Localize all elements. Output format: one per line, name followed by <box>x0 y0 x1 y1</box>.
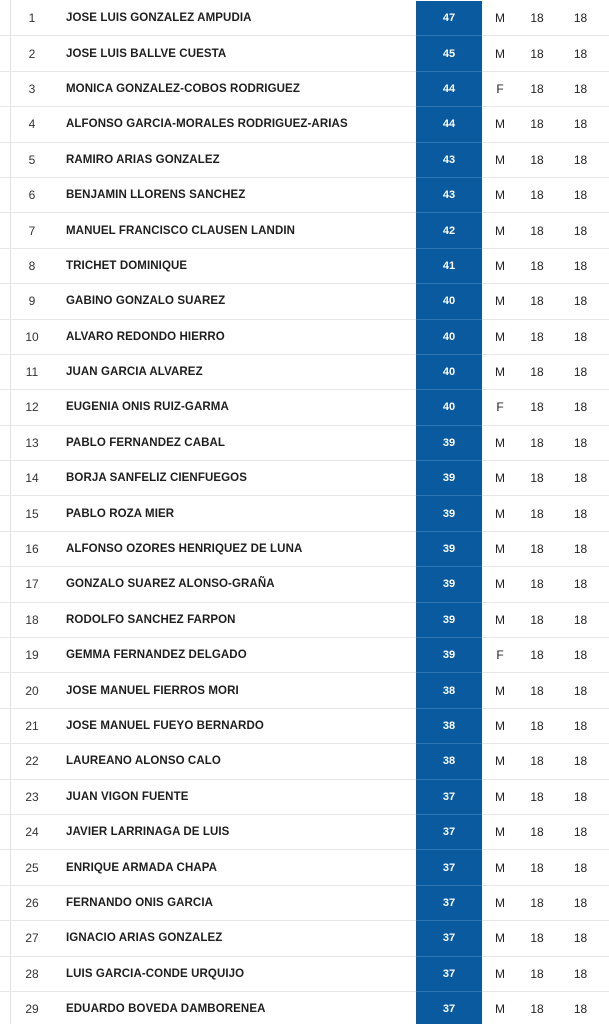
sex-cell: M <box>482 284 518 319</box>
table-row <box>0 956 609 991</box>
rank-cell: 11 <box>0 354 66 389</box>
column-a-cell: 18 <box>530 1002 544 1017</box>
score-cell: 39 <box>416 602 482 637</box>
table-row <box>0 531 609 566</box>
player-name-cell: JOSE MANUEL FUEYO BERNARDO <box>66 708 416 743</box>
rank-cell: 19 <box>0 638 66 673</box>
table-row <box>0 496 609 531</box>
sex-cell: M <box>482 814 518 849</box>
column-b-cell: 18 <box>556 850 609 885</box>
column-b-cell: 18 <box>556 531 609 566</box>
column-b-cell: 18 <box>556 496 609 531</box>
rank-cell: 15 <box>0 496 66 531</box>
column-a-cell: 18 <box>518 602 556 637</box>
rank-cell: 7 <box>0 213 66 248</box>
rank-cell: 14 <box>0 461 66 496</box>
score-cell: 41 <box>416 248 482 283</box>
sex-cell: M <box>482 567 518 602</box>
column-b-cell: 18 <box>556 1 609 36</box>
table-row <box>0 71 609 106</box>
column-b-cell: 18 <box>556 744 609 779</box>
player-name-cell: ENRIQUE ARMADA CHAPA <box>66 850 416 885</box>
sex-cell: M <box>482 213 518 248</box>
player-name-cell: JOSE LUIS BALLVE CUESTA <box>66 36 416 71</box>
table-row <box>0 744 609 779</box>
column-b-cell: 18 <box>556 638 609 673</box>
table-left-border <box>10 0 11 1024</box>
player-name-cell: IGNACIO ARIAS GONZALEZ <box>66 921 416 956</box>
sex-cell: M <box>482 319 518 354</box>
rank-cell: 12 <box>0 390 66 425</box>
player-name-cell: PABLO FERNANDEZ CABAL <box>66 425 416 460</box>
column-a-cell: 18 <box>518 1 556 36</box>
sex-cell: M <box>482 1 518 36</box>
player-name-cell: BORJA SANFELIZ CIENFUEGOS <box>66 461 416 496</box>
column-b-cell: 18 <box>556 673 609 708</box>
score-cell: 40 <box>416 319 482 354</box>
column-a-cell: 18 <box>518 354 556 389</box>
column-a-cell: 18 <box>518 319 556 354</box>
rank-cell: 25 <box>0 850 66 885</box>
column-a-cell: 18 <box>518 850 556 885</box>
score-cell: 37 <box>416 956 482 991</box>
table-row <box>0 1 609 36</box>
table-row <box>0 177 609 212</box>
sex-cell: M <box>482 921 518 956</box>
table-row <box>0 708 609 743</box>
column-b-cell: 18 <box>573 1002 588 1017</box>
table-row <box>0 107 609 142</box>
score-cell: 44 <box>416 71 482 106</box>
score-cell: 38 <box>416 708 482 743</box>
column-b-cell: 18 <box>556 107 609 142</box>
rank-cell: 20 <box>0 673 66 708</box>
sex-cell: M <box>482 425 518 460</box>
rank-cell: 13 <box>0 425 66 460</box>
player-name-cell: ALFONSO OZORES HENRIQUEZ DE LUNA <box>66 531 416 566</box>
rank-cell: 17 <box>0 567 66 602</box>
score-cell: 39 <box>416 425 482 460</box>
sex-cell: M <box>482 142 518 177</box>
column-a-cell: 18 <box>518 213 556 248</box>
rank-cell: 5 <box>0 142 66 177</box>
sex-cell: M <box>482 779 518 814</box>
table-row <box>0 814 609 849</box>
player-name-cell: ALVARO REDONDO HIERRO <box>66 319 416 354</box>
rank-cell: 8 <box>0 248 66 283</box>
player-name-cell: GONZALO SUAREZ ALONSO-GRAÑA <box>66 567 416 602</box>
player-name-cell: ALFONSO GARCIA-MORALES RODRIGUEZ-ARIAS <box>66 107 416 142</box>
rank-cell: 3 <box>0 71 66 106</box>
rank-cell: 1 <box>0 1 66 36</box>
column-b-cell: 18 <box>556 213 609 248</box>
rank-cell: 23 <box>0 779 66 814</box>
table-row <box>0 673 609 708</box>
column-a-cell: 18 <box>518 567 556 602</box>
sex-cell: M <box>482 673 518 708</box>
column-a-cell: 18 <box>518 638 556 673</box>
score-cell: 47 <box>416 1 482 36</box>
rank-cell: 26 <box>0 885 66 920</box>
table-row <box>0 213 609 248</box>
player-name-cell: EUGENIA ONIS RUIZ-GARMA <box>66 390 416 425</box>
table-row <box>0 36 609 71</box>
table-row <box>0 461 609 496</box>
sex-cell: M <box>482 177 518 212</box>
column-b-cell: 18 <box>556 36 609 71</box>
rank-cell: 27 <box>0 921 66 956</box>
table-row <box>0 885 609 920</box>
column-a-cell: 18 <box>518 885 556 920</box>
rank-cell: 22 <box>0 744 66 779</box>
column-b-cell: 18 <box>556 814 609 849</box>
sex-cell: F <box>482 71 518 106</box>
column-a-cell: 18 <box>518 36 556 71</box>
score-cell: 40 <box>416 284 482 319</box>
table-row <box>0 142 609 177</box>
score-cell: 37 <box>416 814 482 849</box>
column-a-cell: 18 <box>518 921 556 956</box>
table-row <box>0 638 609 673</box>
score-cell: 43 <box>416 142 482 177</box>
column-a-cell: 18 <box>518 779 556 814</box>
table-row <box>0 354 609 389</box>
column-a-cell: 18 <box>518 531 556 566</box>
player-name-cell: RODOLFO SANCHEZ FARPON <box>66 602 416 637</box>
score-cell: 37 <box>416 921 482 956</box>
player-name-cell: EDUARDO BOVEDA DAMBORENEA <box>66 1003 266 1016</box>
column-a-cell: 18 <box>518 177 556 212</box>
player-name-cell: JOSE MANUEL FIERROS MORI <box>66 673 416 708</box>
player-name-cell: PABLO ROZA MIER <box>66 496 416 531</box>
player-name-cell: JUAN VIGON FUENTE <box>66 779 416 814</box>
column-b-cell: 18 <box>556 142 609 177</box>
score-cell: 39 <box>416 567 482 602</box>
sex-cell: F <box>482 638 518 673</box>
table-row <box>0 991 609 1024</box>
score-cell: 38 <box>416 744 482 779</box>
column-b-cell: 18 <box>556 461 609 496</box>
table-row <box>0 390 609 425</box>
column-a-cell: 18 <box>518 744 556 779</box>
sex-cell: M <box>482 248 518 283</box>
score-cell: 39 <box>416 461 482 496</box>
score-cell: 37 <box>416 991 482 1024</box>
score-cell: 44 <box>416 107 482 142</box>
column-a-cell: 18 <box>518 461 556 496</box>
column-a-cell: 18 <box>518 956 556 991</box>
column-b-cell: 18 <box>556 921 609 956</box>
sex-cell: M <box>482 850 518 885</box>
score-cell: 43 <box>416 177 482 212</box>
score-cell: 40 <box>416 354 482 389</box>
table-row <box>0 248 609 283</box>
column-b-cell: 18 <box>556 708 609 743</box>
rank-cell: 29 <box>25 1002 39 1017</box>
column-b-cell: 18 <box>556 602 609 637</box>
column-b-cell: 18 <box>556 319 609 354</box>
sex-cell: M <box>482 496 518 531</box>
score-cell: 38 <box>416 673 482 708</box>
sex-cell: M <box>482 461 518 496</box>
player-name-cell: TRICHET DOMINIQUE <box>66 248 416 283</box>
sex-cell: M <box>482 885 518 920</box>
column-a-cell: 18 <box>518 248 556 283</box>
rank-cell: 10 <box>0 319 66 354</box>
column-a-cell: 18 <box>518 71 556 106</box>
rank-cell: 21 <box>0 708 66 743</box>
player-name-cell: MONICA GONZALEZ-COBOS RODRIGUEZ <box>66 71 416 106</box>
player-name-cell: GEMMA FERNANDEZ DELGADO <box>66 638 416 673</box>
column-b-cell: 18 <box>556 956 609 991</box>
player-name-cell: RAMIRO ARIAS GONZALEZ <box>66 142 416 177</box>
player-name-cell: MANUEL FRANCISCO CLAUSEN LANDIN <box>66 213 416 248</box>
score-cell: 45 <box>416 36 482 71</box>
rank-cell: 2 <box>0 36 66 71</box>
column-b-cell: 18 <box>556 390 609 425</box>
rank-cell: 24 <box>0 814 66 849</box>
player-name-cell: JAVIER LARRINAGA DE LUIS <box>66 814 416 849</box>
column-b-cell: 18 <box>556 425 609 460</box>
table-row <box>0 921 609 956</box>
rank-cell: 28 <box>0 956 66 991</box>
sex-cell: M <box>482 354 518 389</box>
column-b-cell: 18 <box>556 284 609 319</box>
column-a-cell: 18 <box>518 390 556 425</box>
column-a-cell: 18 <box>518 142 556 177</box>
table-row <box>0 779 609 814</box>
column-b-cell: 18 <box>556 567 609 602</box>
player-name-cell: BENJAMIN LLORENS SANCHEZ <box>66 177 416 212</box>
column-b-cell: 18 <box>556 354 609 389</box>
player-name-cell: LUIS GARCIA-CONDE URQUIJO <box>66 956 416 991</box>
score-cell: 37 <box>416 779 482 814</box>
score-cell: 40 <box>416 390 482 425</box>
score-cell: 39 <box>416 531 482 566</box>
sex-cell: M <box>482 744 518 779</box>
column-a-cell: 18 <box>518 425 556 460</box>
table-row <box>0 425 609 460</box>
sex-cell: M <box>495 1002 505 1017</box>
player-name-cell: JUAN GARCIA ALVAREZ <box>66 354 416 389</box>
column-b-cell: 18 <box>556 71 609 106</box>
table-row <box>0 319 609 354</box>
column-a-cell: 18 <box>518 814 556 849</box>
table-row <box>0 602 609 637</box>
score-cell: 39 <box>416 496 482 531</box>
column-b-cell: 18 <box>556 248 609 283</box>
sex-cell: M <box>482 531 518 566</box>
column-a-cell: 18 <box>518 107 556 142</box>
sex-cell: M <box>482 708 518 743</box>
column-a-cell: 18 <box>518 708 556 743</box>
ranking-table-body <box>0 1 609 1024</box>
sex-cell: M <box>482 956 518 991</box>
score-cell: 39 <box>416 638 482 673</box>
table-row <box>0 567 609 602</box>
column-a-cell: 18 <box>518 284 556 319</box>
column-a-cell: 18 <box>518 496 556 531</box>
player-name-cell: GABINO GONZALO SUAREZ <box>66 284 416 319</box>
column-b-cell: 18 <box>556 779 609 814</box>
column-b-cell: 18 <box>556 885 609 920</box>
score-cell: 37 <box>416 885 482 920</box>
score-cell: 42 <box>416 213 482 248</box>
column-a-cell: 18 <box>518 673 556 708</box>
sex-cell: M <box>482 602 518 637</box>
sex-cell: M <box>482 36 518 71</box>
table-row <box>0 284 609 319</box>
table-row <box>0 850 609 885</box>
sex-cell: F <box>482 390 518 425</box>
player-name-cell: LAUREANO ALONSO CALO <box>66 744 416 779</box>
player-name-cell: JOSE LUIS GONZALEZ AMPUDIA <box>66 1 416 36</box>
column-b-cell: 18 <box>556 177 609 212</box>
rank-cell: 6 <box>0 177 66 212</box>
rank-cell: 18 <box>0 602 66 637</box>
player-name-cell: FERNANDO ONIS GARCIA <box>66 885 416 920</box>
rank-cell: 16 <box>0 531 66 566</box>
rank-cell: 4 <box>0 107 66 142</box>
ranking-table <box>0 1 609 1024</box>
rank-cell: 9 <box>0 284 66 319</box>
sex-cell: M <box>482 107 518 142</box>
score-cell: 37 <box>416 850 482 885</box>
